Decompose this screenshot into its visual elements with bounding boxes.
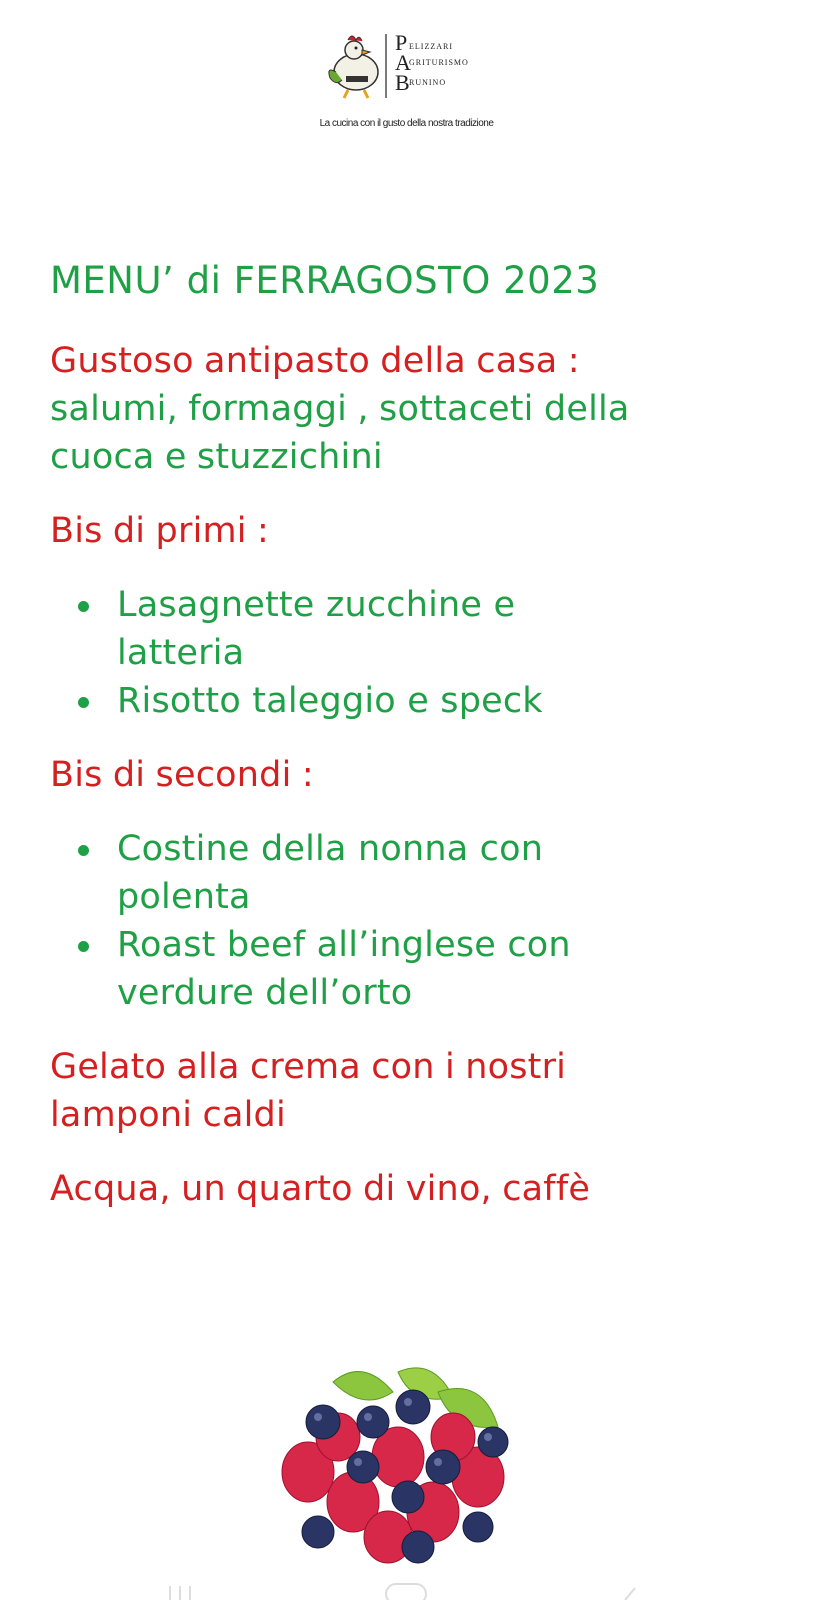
- antipasto-heading: Gustoso antipasto della casa :: [50, 341, 580, 381]
- bullet-icon: [78, 697, 89, 708]
- bullet-icon: [78, 601, 89, 612]
- primi-item-1: Lasagnette zucchine e latteria: [117, 585, 516, 673]
- system-navbar: [0, 1578, 813, 1600]
- logo-word-3: RUNINO: [409, 78, 447, 87]
- back-icon: [625, 1588, 635, 1600]
- berries-image: [278, 1362, 523, 1572]
- logo-wordmark: [395, 32, 505, 98]
- drinks-text: Acqua, un quarto di vino, caffè: [50, 1169, 591, 1209]
- bullet-icon: [78, 941, 89, 952]
- secondi-list: [50, 825, 780, 1017]
- primi-item-2: Risotto taleggio e speck: [117, 681, 543, 721]
- list-item: [50, 825, 677, 921]
- menu-content: [50, 255, 780, 1239]
- list-item: [50, 921, 707, 1017]
- bullet-icon: [78, 845, 89, 856]
- secondi-heading: Bis di secondi :: [50, 755, 314, 795]
- logo-word-1: ELIZZARI: [409, 42, 453, 51]
- list-item: [50, 581, 637, 677]
- primi-heading: Bis di primi :: [50, 511, 270, 551]
- tagline: La cucina con il gusto della nostra tradizione: [319, 118, 494, 129]
- dessert-text: Gelato alla crema con i nostri lamponi caldi: [50, 1047, 567, 1135]
- antipasto-text: salumi, formaggi , sottaceti della cuoca e stuzzichini: [50, 389, 630, 477]
- menu-title: MENU’ di FERRAGOSTO 2023: [50, 259, 600, 302]
- logo-letter-p: P: [395, 30, 408, 55]
- home-icon: [386, 1584, 426, 1600]
- logo-letter-b: B: [395, 70, 410, 95]
- logo-word-2: GRITURISMO: [409, 58, 469, 67]
- logo-letter-a: A: [395, 50, 411, 75]
- list-item: [50, 677, 780, 725]
- antipasto-section: [50, 337, 780, 481]
- secondi-item-2: Roast beef all’inglese con verdure dell’orto: [117, 925, 571, 1013]
- secondi-item-1: Costine della nonna con polenta: [117, 829, 544, 917]
- primi-list: [50, 581, 780, 725]
